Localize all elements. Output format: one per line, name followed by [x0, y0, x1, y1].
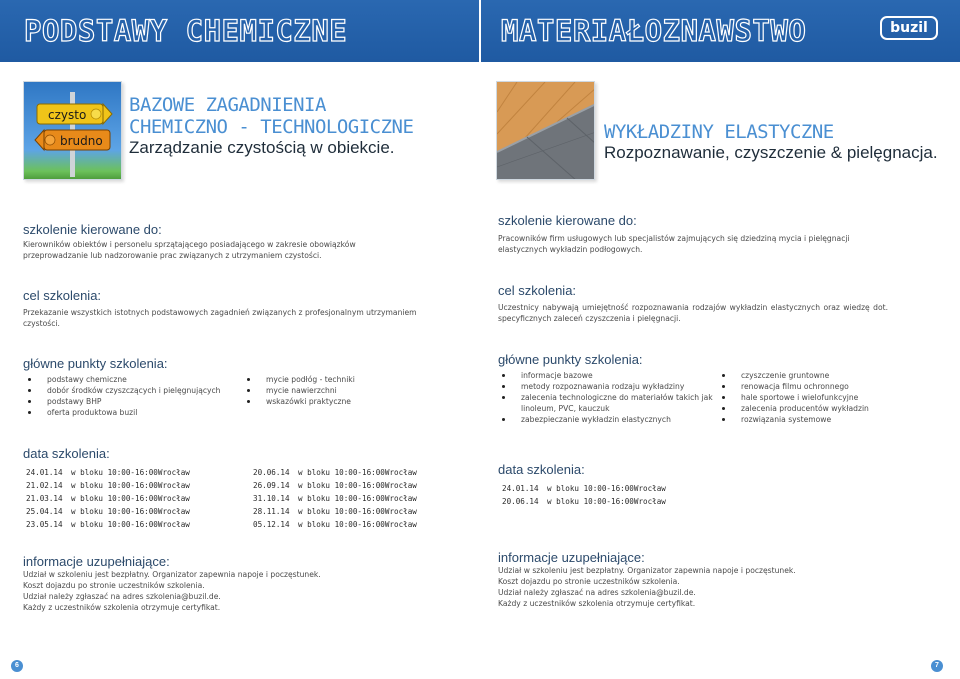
left-target-text: Kierowników obiektów i personelu sprzątającego posiadającego w zakresie obowiązków przeprowadzanie lub nadzorowanie prac związanych z utrzymaniem czystości. — [23, 240, 356, 260]
list-item: wskazówki praktyczne — [245, 396, 445, 407]
left-heading — [129, 94, 413, 158]
list-item: mycie podłóg - techniki — [245, 374, 445, 385]
list-item: hale sportowe i wielofunkcyjne — [720, 392, 930, 403]
left-page-banner — [0, 0, 479, 62]
list-item: czyszczenie gruntowne — [720, 370, 930, 381]
list-item: podstawy chemiczne — [26, 374, 246, 385]
left-target-label: szkolenie kierowane do: — [23, 222, 162, 237]
table-row: 28.11.14 w bloku 10:00-16:00 Wrocław — [253, 507, 417, 516]
list-item: zalecenia producentów wykładzin — [720, 403, 930, 414]
list-item: renowacja filmu ochronnego — [720, 381, 930, 392]
right-points-list-2 — [720, 370, 930, 425]
flooring-photo — [496, 81, 595, 180]
left-info-label: informacje uzupełniające: — [23, 554, 170, 569]
sign-dirty-text: brudno — [60, 134, 103, 148]
left-points-label: główne punkty szkolenia: — [23, 356, 168, 371]
right-dates-label: data szkolenia: — [498, 462, 585, 477]
table-row: 23.05.14 w bloku 10:00-16:00 Wrocław — [26, 520, 190, 529]
right-info-text: Udział w szkoleniu jest bezpłatny. Organizator zapewnia napoje i poczęstunek. Koszt dojazdu po stronie uczestników szkolenia. Udział należy zgłaszać na adres szkolenia@buzil.de. Każdy z uczestników szkolenia otrzymuje certyfikat. — [498, 566, 796, 608]
sign-clean-text: czysto — [48, 108, 87, 122]
right-dates-table — [502, 482, 666, 508]
right-heading-subtitle: Rozpoznawanie, czyszczenie & pielęgnacja. — [604, 143, 938, 162]
list-item: podstawy BHP — [26, 396, 246, 407]
table-row: 24.01.14 w bloku 10:00-16:00 Wrocław — [26, 468, 190, 477]
signpost-illustration — [24, 82, 122, 180]
right-points-list-1 — [500, 370, 715, 425]
left-dates-label: data szkolenia: — [23, 446, 110, 461]
clean-dirty-sign-image — [23, 81, 122, 180]
left-dates-table-2 — [253, 466, 417, 531]
table-row: 26.09.14 w bloku 10:00-16:00 Wrocław — [253, 481, 417, 490]
left-points-list-2 — [245, 374, 445, 407]
table-row: 24.01.14 w bloku 10:00-16:00 Wrocław — [502, 484, 666, 493]
right-points-label: główne punkty szkolenia: — [498, 352, 643, 367]
flooring-illustration — [497, 82, 595, 180]
left-info-text: Udział w szkoleniu jest bezpłatny. Organizator zapewnia napoje i poczęstunek. Koszt dojazdu po stronie uczestników szkolenia. Udział należy zgłaszać na adres szkolenia@buzil.de. Każdy z uczestników szkolenia otrzymuje certyfikat. — [23, 570, 321, 612]
list-item: zabezpieczanie wykładzin elastycznych — [500, 414, 715, 425]
left-heading-line-1: BAZOWE ZAGADNIENIA — [129, 94, 326, 116]
left-banner-title: PODSTAWY CHEMICZNE — [24, 14, 348, 48]
table-row: 21.03.14 w bloku 10:00-16:00 Wrocław — [26, 494, 190, 503]
list-item: oferta produktowa buzil — [26, 407, 246, 418]
right-page-banner — [481, 0, 960, 62]
left-points-list-1 — [26, 374, 246, 418]
table-row: 20.06.14 w bloku 10:00-16:00 Wrocław — [502, 497, 666, 506]
list-item: dobór środków czyszczących i pielęgnujących — [26, 385, 246, 396]
right-banner-title: MATERIAŁOZNAWSTWO — [501, 14, 807, 48]
table-row: 25.04.14 w bloku 10:00-16:00 Wrocław — [26, 507, 190, 516]
table-row: 20.06.14 w bloku 10:00-16:00 Wrocław — [253, 468, 417, 477]
right-goal-text: Uczestnicy nabywają umiejętność rozpoznawania rodzajów wykładzin elastycznych oraz wiedzę dot. specyficznych zaleceń czyszczenia i pielęgnacji. — [498, 303, 888, 323]
list-item: mycie nawierzchni — [245, 385, 445, 396]
right-heading — [604, 121, 938, 163]
table-row: 21.02.14 w bloku 10:00-16:00 Wrocław — [26, 481, 190, 490]
buzil-logo: buzil — [880, 16, 938, 40]
left-page-number: 6 — [11, 660, 23, 672]
left-heading-line-2: CHEMICZNO - TECHNOLOGICZNE — [129, 116, 414, 138]
list-item: informacje bazowe — [500, 370, 715, 381]
right-target-text: Pracowników firm usługowych lub specjalistów zajmujących się dziedziną mycia i pielęgnacji elastycznych wykładzin podłogowych. — [498, 234, 850, 254]
list-item: zalecenia technologiczne do materiałów takich jak linoleum, PVC, kauczuk — [500, 392, 715, 414]
left-goal-label: cel szkolenia: — [23, 288, 102, 303]
right-goal-label: cel szkolenia: — [498, 283, 577, 298]
left-goal-text: Przekazanie wszystkich istotnych podstawowych zagadnień związanych z profesjonalnym utrzymaniem czystości. — [23, 308, 417, 328]
right-info-label: informacje uzupełniające: — [498, 550, 645, 565]
right-page-number: 7 — [931, 660, 943, 672]
list-item: metody rozpoznawania rodzaju wykładziny — [500, 381, 715, 392]
table-row: 31.10.14 w bloku 10:00-16:00 Wrocław — [253, 494, 417, 503]
right-target-label: szkolenie kierowane do: — [498, 213, 637, 228]
left-dates-table-1 — [26, 466, 190, 531]
table-row: 05.12.14 w bloku 10:00-16:00 Wrocław — [253, 520, 417, 529]
list-item: rozwiązania systemowe — [720, 414, 930, 425]
left-heading-subtitle: Zarządzanie czystością w obiekcie. — [129, 138, 395, 157]
right-heading-line-1: WYKŁADZINY ELASTYCZNE — [604, 121, 834, 143]
